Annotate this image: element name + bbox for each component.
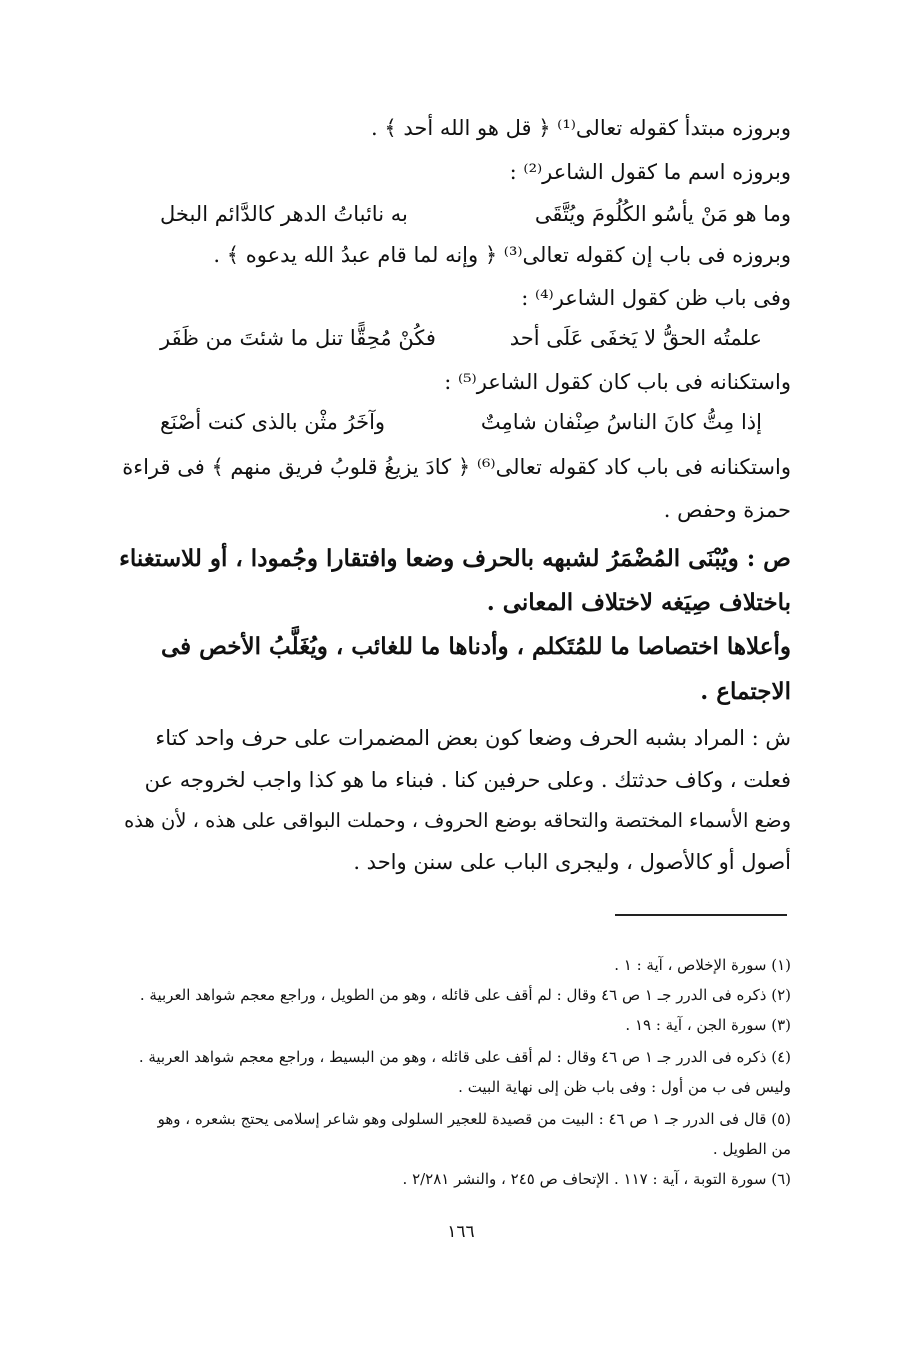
matn-line-1: ص : ويُبْنَى المُضْمَرُ لشبهه بالحرف وضعا وافتقارا وجُمودا ، أو للاستغناء: [119, 545, 791, 572]
sharh-line-3: وضع الأسماء المختصة والتحاقه بوضع الحروف ، وحملت البواقى على هذه ، لأن هذه: [124, 809, 791, 832]
footnote-1: (١) سورة الإخلاص ، آية : ١ .: [614, 956, 791, 974]
line-kana: واستكنانه فى باب كان كقول الشاعر⁽⁵⁾ :: [444, 370, 791, 394]
matn-line-3: وأعلاها اختصاصا ما للمُتَكلم ، وأدناها ما للغائب ، ويُغَلَّبُ الأخص فى: [160, 633, 791, 660]
verse2-second-hemistich: فكُنْ مُحِقًّا تنل ما شئتَ من ظَفَر: [160, 326, 436, 350]
footnote-6: (٦) سورة التوبة ، آية : ١١٧ . الإتحاف ص ٢٤٥ ، والنشر ٢/٢٨١ .: [402, 1170, 791, 1188]
verse3-second-hemistich: وآخَرُ مثْن بالذى كنت أصْنَع: [160, 410, 386, 434]
line-mubtada: وبروزه مبتدأ كقوله تعالى⁽¹⁾ ﴿ قل هو الله أحد ﴾ .: [371, 116, 791, 140]
verse1-first-hemistich: وما هو مَنْ يأسُو الكُلُومَ ويُتَّقَى: [534, 202, 791, 226]
line-ism-ma: وبروزه اسم ما كقول الشاعر⁽²⁾ :: [509, 160, 791, 184]
verse1-second-hemistich: به نائباتُ الدهر كالدَّائم البخل: [160, 202, 408, 226]
sharh-line-2: فعلت ، وكاف حدثتك . وعلى حرفين كنا . فبناء ما هو كذا واجب لخروجه عن: [144, 768, 791, 792]
verse2-first-hemistich: علمتُه الحقُّ لا يَخفَى عَلَى أحد: [509, 326, 762, 350]
footnote-3: (٣) سورة الجن ، آية : ١٩ .: [625, 1016, 791, 1034]
footnote-separator: [615, 914, 787, 916]
sharh-line-1: ش : المراد بشبه الحرف وضعا كون بعض المضمرات على حرف واحد كتاء: [155, 726, 791, 750]
line-qiraa: حمزة وحفص .: [663, 498, 791, 522]
line-zanna: وفى باب ظن كقول الشاعر⁽⁴⁾ :: [521, 286, 791, 310]
footnote-5-continued: من الطويل .: [712, 1140, 791, 1158]
sharh-line-4: أصول أو كالأصول ، وليجرى الباب على سنن واحد .: [353, 850, 791, 874]
line-inna: وبروزه فى باب إن كقوله تعالى⁽³⁾ ﴿ وإنه لما قام عبدُ الله يدعوه ﴾ .: [213, 243, 791, 267]
page-number: ١٦٦: [447, 1222, 475, 1242]
footnote-2: (٢) ذكره فى الدرر جـ ١ ص ٤٦ وقال : لم أقف على قائله ، وهو من الطويل ، وراجع معجم شواهد العربية .: [139, 986, 791, 1004]
matn-line-4: الاجتماع .: [700, 678, 791, 705]
footnote-4: (٤) ذكره فى الدرر جـ ١ ص ٤٦ وقال : لم أقف على قائله ، وهو من البسيط ، وراجع معجم شواهد العربية .: [138, 1048, 791, 1066]
verse3-first-hemistich: إذا مِتُّ كانَ الناسُ صِنْفان شامِتٌ: [480, 410, 762, 434]
footnote-5: (٥) قال فى الدرر جـ ١ ص ٤٦ : البيت من قصيدة للعجير السلولى وهو شاعر إسلامى يحتج بشعره ، وهو: [157, 1110, 791, 1128]
matn-line-2: باختلاف صِيَغه لاختلاف المعانى .: [486, 589, 791, 616]
footnote-4-continued: وليس فى ب من أول : وفى باب ظن إلى نهاية البيت .: [458, 1078, 791, 1096]
line-kada: واستكنانه فى باب كاد كقوله تعالى⁽⁶⁾ ﴿ كادَ يزيغُ قلوبُ فريق منهم ﴾ فى قراءة: [122, 455, 791, 479]
